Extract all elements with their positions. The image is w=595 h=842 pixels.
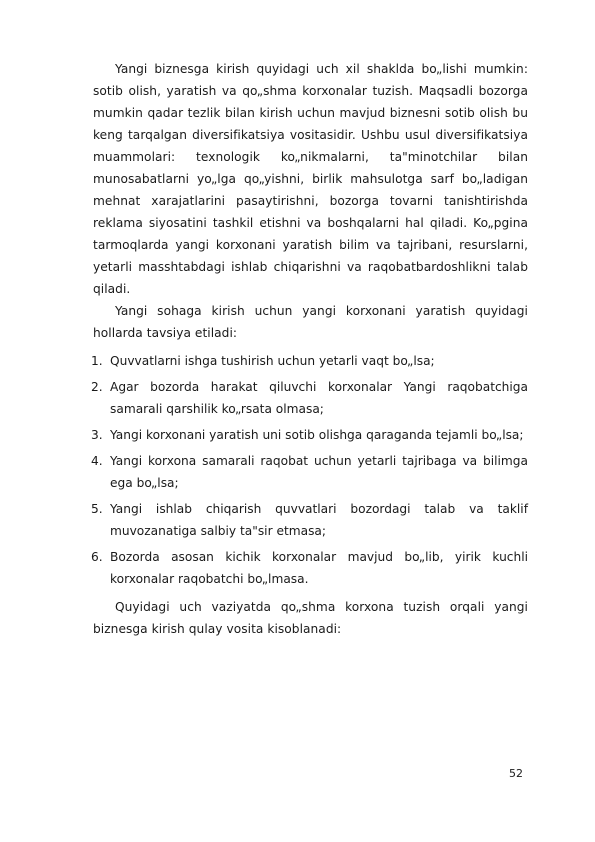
paragraph-recommendation: Yangi sohaga kirish uchun yangi korxonani yaratish quyidagi hollarda tavsiya etiladi:	[93, 304, 528, 340]
list-item-number: 5.	[91, 502, 103, 516]
list-item-text: Bozorda asosan kichik korxonalar mavjud bo„lib, yirik kuchli korxonalar raqobatchi bo„lmasa.	[110, 550, 528, 586]
paragraph-joint-venture: Quyidagi uch vaziyatda qo„shma korxona tuzish orqali yangi biznesga kirish qulay vosita kisoblanadi:	[93, 600, 528, 636]
page-body	[93, 58, 528, 640]
list-item-number: 2.	[91, 380, 103, 394]
list-item-text: Yangi korxonani yaratish uni sotib olishga qaraganda tejamli bo„lsa;	[110, 428, 524, 442]
list-item-number: 4.	[91, 454, 103, 468]
paragraph-intro: Yangi biznesga kirish quyidagi uch xil shaklda bo„lishi mumkin: sotib olish, yaratish va qo„shma korxonalar tuzish. Maqsadli bozorga mumkin qadar tezlik bilan kirish uchun mavjud biznesni sotib olish bu keng tarqalgan diversifikatsiya vositasidir. Ushbu usul diversifikatsiya muammolari: texnologik ko„nikmalarni, ta"minotchilar bilan munosabatlarni yo„lga qo„yishni, birlik mahsulotga sarf bo„ladigan mehnat xarajatlarini pasaytirishni, bozorga tovarni tanishtirishda reklama siyosatini tashkil etishni va boshqalarni hal qiladi. Ko„pgina tarmoqlarda yangi korxonani yaratish bilim va tajribani, resurslarni, yetarli masshtabdagi ishlab chiqarishni va raqobatbardoshlikni talab qiladi.	[93, 62, 528, 296]
conditions-list	[93, 350, 528, 590]
list-item	[93, 376, 528, 420]
list-item-text: Yangi korxona samarali raqobat uchun yetarli tajribaga va bilimga ega bo„lsa;	[110, 454, 528, 490]
page-number: 52	[509, 767, 523, 780]
list-item	[93, 424, 528, 446]
list-item	[93, 450, 528, 494]
list-item-number: 3.	[91, 428, 103, 442]
list-item	[93, 546, 528, 590]
list-item	[93, 498, 528, 542]
list-item-text: Yangi ishlab chiqarish quvvatlari bozordagi talab va taklif muvozanatiga salbiy ta"sir etmasa;	[110, 502, 528, 538]
list-item-number: 1.	[91, 354, 103, 368]
list-item-text: Quvvatlarni ishga tushirish uchun yetarli vaqt bo„lsa;	[110, 354, 435, 368]
list-item	[93, 350, 528, 372]
list-item-number: 6.	[91, 550, 103, 564]
list-item-text: Agar bozorda harakat qiluvchi korxonalar Yangi raqobatchiga samarali qarshilik ko„rsata olmasa;	[110, 380, 528, 416]
